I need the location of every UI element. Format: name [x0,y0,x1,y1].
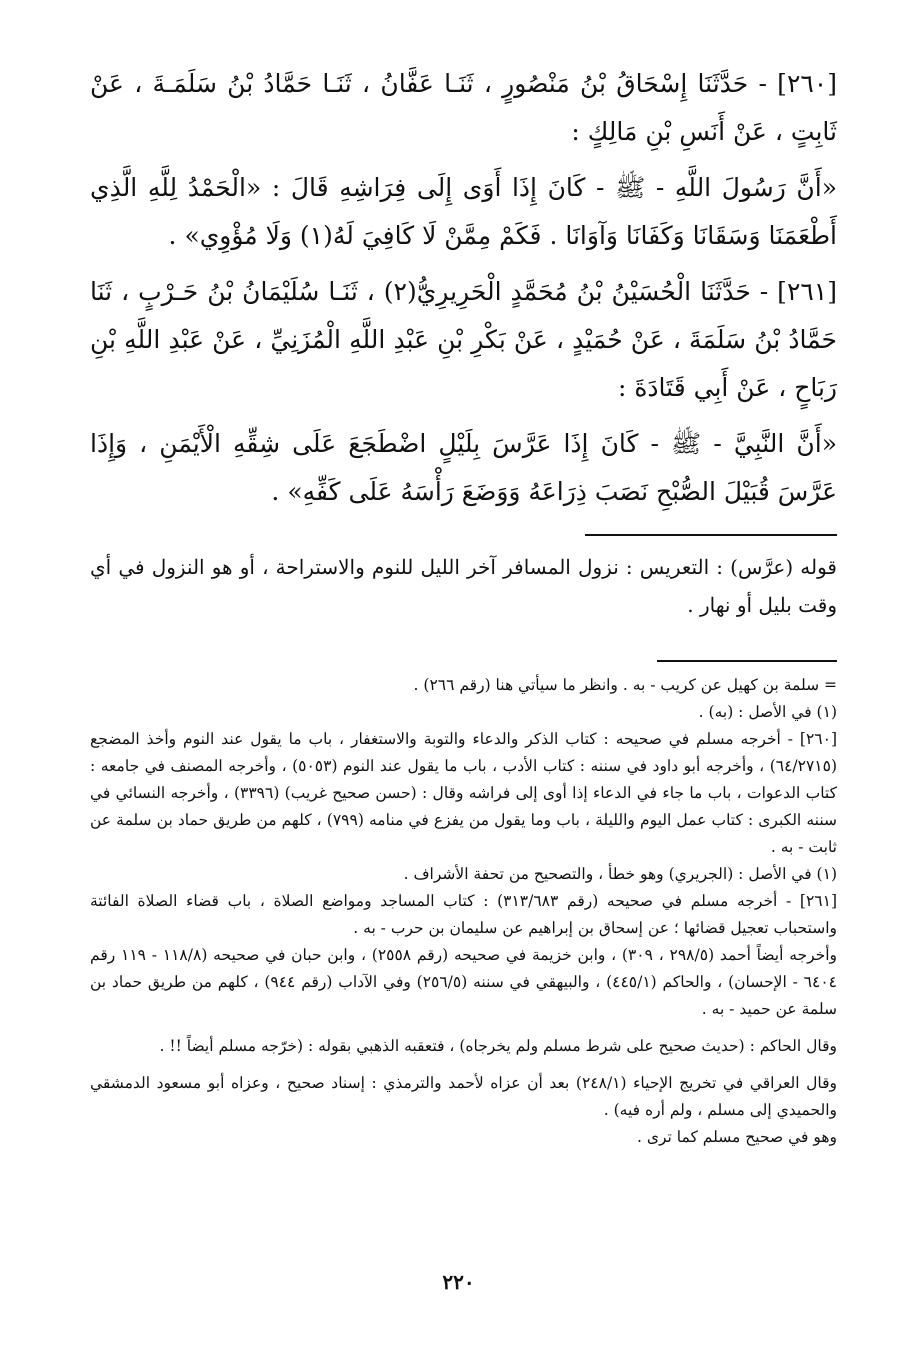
hakim-comment: وقال الحاكم : (حديث صحيح على شرط مسلم ولم يخرجاه) ، فتعقبه الذهبي بقوله : (خرّجه مسلم أيضاً !! . [159,1037,837,1055]
takhrij-260: [٢٦٠] - أخرجه مسلم في صحيحه : كتاب الذكر والدعاء والتوبة والاستغفار ، باب ما يقول عند النوم وأخذ المضجع (٦٤/٢٧١٥) ، وأخرجه أبو داود في سننه : كتاب الأدب ، باب ما يقول عند النوم (٥٠٥٣) ، وأخرجه المصنف في جامعه : كتاب الدعوات ، باب ما جاء في الدعاء إذا أوى إلى فراشه وقال : (حسن صحيح غريب) (٣٣٩٦) ، وأخرجه النسائي في سننه الكبرى : كتاب عمل اليوم والليلة ، باب وما يقول من يفزع في منامه (٧٩٩) ، كلهم من طريق حماد بن سلمة عن ثابت - به . [90,730,838,856]
takhrij-261-more: وأخرجه أيضاً أحمد (٢٩٨/٥ ، ٣٠٩) ، وابن خزيمة في صحيحه (رقم ٢٥٥٨) ، وابن حبان في صحيحه (١١٨/٨ - ١١٩ رقم ٦٤٠٤ - الإحسان) ، والحاكم (٤٤٥/١) ، والبيهقي في سننه (٢٥٦/٥) وفي الآداب (رقم ٩٤٤) ، كلهم من طريق حماد بن سلمة عن حميد - به . [90,946,838,1018]
page-content [90,60,837,1350]
hadith-261-isnad: [٢٦١] - حَدَّثَنَا الْحُسَيْنُ بْنُ مُحَمَّدٍ الْحَرِيرِيُّ(٢) ، ثَنَـا سُلَيْمَانُ بْنُ حَـرْبٍ ، ثَنَا حَمَّادُ بْنُ سَلَمَةَ ، عَنْ حُمَيْدٍ ، عَنْ بَكْرِ بْنِ عَبْدِ اللَّهِ الْمُزَنِيِّ ، عَنْ عَبْدِ اللَّهِ بْنِ رَبَاحٍ ، عَنْ أَبِي قَتَادَةَ : [90,277,837,402]
hadith-260-isnad: [٢٦٠] - حَدَّثَنَا إِسْحَاقُ بْنُ مَنْصُورٍ ، ثَنَـا عَفَّانُ ، ثَنَـا حَمَّادُ بْنُ سَلَمَـةَ ، عَنْ ثَابِتٍ ، عَنْ أَنَسِ بْنِ مَالِكٍ : [90,69,837,146]
footnote-1: (١) في الأصل : (به) . [698,703,837,721]
hadith-261-matn: «أَنَّ النَّبِيَّ - ﷺ - كَانَ إِذَا عَرَّسَ بِلَيْلٍ اضْطَجَعَ عَلَى شِقِّهِ الْأَيْمَنِ ، وَإِذَا عَرَّسَ قُبَيْلَ الصُّبْحِ نَصَبَ ذِرَاعَهُ وَوَضَعَ رَأْسَهُ عَلَى كَفِّهِ» . [90,429,837,506]
footnote-2: (١) في الأصل : (الجريري) وهو خطأ ، والتصحيح من تحفة الأشراف . [403,865,837,883]
gloss-divider [585,534,837,536]
iraqi-comment: وقال العراقي في تخريج الإحياء (٢٤٨/١) بعد أن عزاه لأحمد والترمذي : إسناد صحيح ، وعزاه أبو مسعود الدمشقي والحميدي إلى مسلم ، ولم أره فيه) . [90,1074,837,1119]
footnote-continuation: = سلمة بن كهيل عن كريب - به . وانظر ما سيأتي هنا (رقم ٢٦٦) . [413,676,837,694]
main-text [90,60,837,516]
takhrij-261: [٢٦١] - أخرجه مسلم في صحيحه (رقم ٣١٣/٦٨٣) : كتاب المساجد ومواضع الصلاة ، باب قضاء الصلاة الفائتة واستحباب تعجيل قضائها ؛ عن إسحاق بن إبراهيم عن سليمان بن حرب - به . [90,892,837,937]
closing-remark: وهو في صحيح مسلم كما ترى . [637,1128,837,1146]
footnotes [90,672,837,1151]
page-number: ٢٢٠ [442,1270,475,1294]
hadith-260-matn: «أَنَّ رَسُولَ اللَّهِ - ﷺ - كَانَ إِذَا أَوَى إِلَى فِرَاشِهِ قَالَ : «الْحَمْدُ لِلَّهِ الَّذِي أَطْعَمَنَا وَسَقَانَا وَكَفَانَا وَآوَانَا . فَكَمْ مِمَّنْ لَا كَافِيَ لَهُ(١) وَلَا مُؤْوِي» . [90,173,837,250]
gloss-note: قوله (عرَّس) : التعريس : نزول المسافر آخر الليل للنوم والاستراحة ، أو هو النزول في أي وقت بليل أو نهار . [90,555,837,617]
notes-divider [657,660,837,662]
